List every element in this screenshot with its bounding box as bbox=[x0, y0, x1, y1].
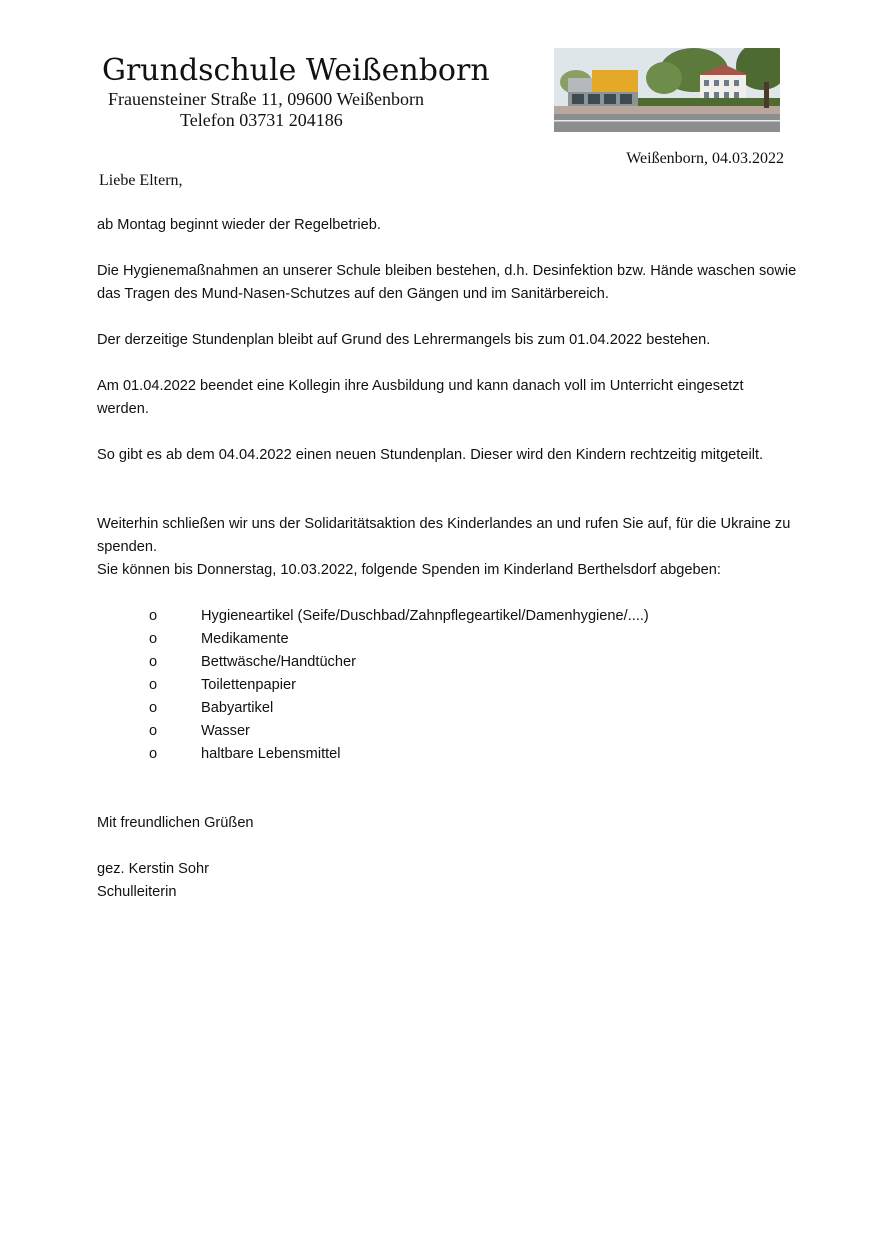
letter-date: Weißenborn, 04.03.2022 bbox=[626, 150, 784, 167]
list-item: o Bettwäsche/Handtücher bbox=[97, 651, 797, 674]
list-item: o haltbare Lebensmittel bbox=[97, 743, 797, 766]
list-item: o Wasser bbox=[97, 720, 797, 743]
paragraph-hygiene: Die Hygienemaßnahmen an unserer Schule bleiben bestehen, d.h. Desinfektion bzw. Hände waschen sowie das Tragen des Mund-Nasen-Schutzes auf den Gängen und im Sanitärbereich. bbox=[97, 263, 797, 302]
bullet-icon: o bbox=[149, 677, 158, 693]
signature: gez. Kerstin Sohr bbox=[97, 861, 209, 877]
bullet-icon: o bbox=[149, 608, 158, 624]
bullet-icon: o bbox=[149, 746, 158, 762]
school-phone: Telefon 03731 204186 bbox=[180, 110, 343, 130]
list-item: o Medikamente bbox=[97, 628, 797, 651]
bullet-icon: o bbox=[149, 723, 158, 739]
list-item: o Toilettenpapier bbox=[97, 674, 797, 697]
letter-body bbox=[97, 214, 797, 904]
paragraph-regular-operation: ab Montag beginnt wieder der Regelbetrieb. bbox=[97, 217, 381, 233]
paragraph-colleague: Am 01.04.2022 beendet eine Kollegin ihre Ausbildung und kann danach voll im Unterricht eingesetzt werden. bbox=[97, 378, 744, 417]
closing bbox=[97, 812, 797, 904]
paragraph-timetable: Der derzeitige Stundenplan bleibt auf Grund des Lehrermangels bis zum 01.04.2022 bestehen. bbox=[97, 332, 711, 348]
signatory-role: Schulleiterin bbox=[97, 884, 177, 900]
list-item: o Babyartikel bbox=[97, 697, 797, 720]
donation-list bbox=[97, 605, 797, 766]
bullet-icon: o bbox=[149, 700, 158, 716]
school-address: Frauensteiner Straße 11, 09600 Weißenborn bbox=[108, 89, 424, 109]
school-name: Grundschule Weißenborn bbox=[102, 53, 490, 88]
closing-greeting: Mit freundlichen Grüßen bbox=[97, 815, 254, 831]
list-item: o Hygieneartikel (Seife/Duschbad/Zahnpflegeartikel/Damenhygiene/....) bbox=[97, 605, 797, 628]
paragraph-solidarity: Weiterhin schließen wir uns der Solidaritätsaktion des Kinderlandes an und rufen Sie auf, für die Ukraine zu spenden. bbox=[97, 516, 791, 555]
salutation: Liebe Eltern, bbox=[99, 172, 183, 189]
paragraph-new-timetable: So gibt es ab dem 04.04.2022 einen neuen Stundenplan. Dieser wird den Kindern rechtzeitig mitgeteilt. bbox=[97, 447, 764, 463]
bullet-icon: o bbox=[149, 631, 158, 647]
bullet-icon: o bbox=[149, 654, 158, 670]
paragraph-donation-deadline: Sie können bis Donnerstag, 10.03.2022, folgende Spenden im Kinderland Berthelsdorf abgeben: bbox=[97, 562, 721, 578]
school-building-photo bbox=[554, 48, 780, 132]
